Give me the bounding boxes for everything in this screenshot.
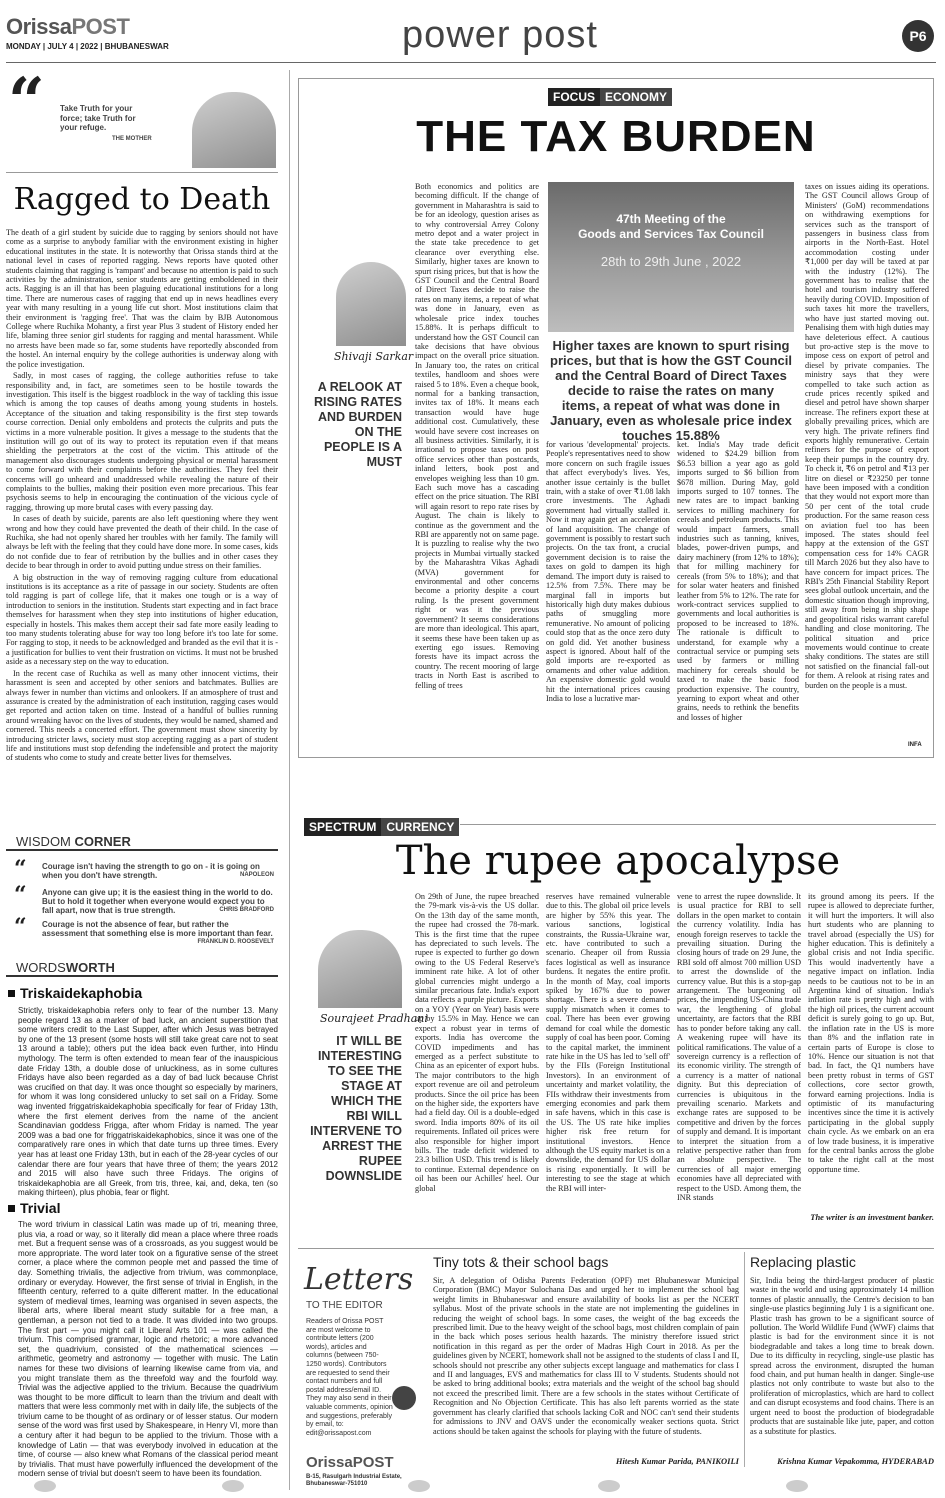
bullet-square-icon [8, 990, 15, 997]
logo-main: POST [71, 14, 130, 39]
footer-registration-mark [786, 1480, 808, 1492]
letter-1-text: Sir, A delegation of Odisha Parents Federation (OPF) met Bhubaneswar Municipal Corporation (BMC) Mayor Sulochana Das and urged her to implement the school bag weight limits in Bhubaneswar and ensure availability of books list as per the NCERT syllabus. Most of the private schools in the state are not implementing the guidelines in reducing the weight of school bags. In some cases, the weight of the bag exceeds the prescribed limit. Due to the heavy weight of the school bags, most children complain of pain in the back which poses serious health hazards. The ministry therefore issued strict notification in this regard as per the order of Madras High Court in 2018. As per the guidelines given by NCERT, homework shall not be assigned to the students of class I and II, schools should not prescribe any other subjects except language and mathematics for class I and II and languages, EVS and mathematics for class III to V students. Students should not be asked to bring additional books; extra materials and the weight of the school bag should not exceed the prescribed limit. There are a few schools in the states without Certificate of Recognition and No Objection Certificate. This has also left parents worried as the state government has clearly clarified that schools lacking CoR and NOC can't send their students for admissions to JNV and OAVS under the economically weaker sections quota. Strict actions should be taken against the schools for playing with the future of students. [433, 1276, 739, 1436]
editorial-paragraph: The death of a girl student by suicide due to ragging by seniors should not have come as a surprise to anybody familiar with the environment existing in higher educational institutes in the state. It is noteworthy that Orissa stands third at the national level in cases of reported ragging. News reports have quoted other students claiming that ragging is 'rampant' and because no attention is paid to such activities by the administration, senior students are getting emboldened in their acts. Ragging is an ill that has been plaguing educational institutions for a long time. There are numerous cases of ragging that end up in news headlines every year with many resulting in a young life cut short. Most institutions claim that their environment is 'ragging free'. That was the claim by BJB Autonomous College where Ruchika Mohanty, a first year Plus 3 student of History ended her life, blaming three senior girl students for ragging and mental harassment. While no arrests have been made so far, some students have reportedly absconded from the hostel. An internal enquiry by the college authorities is underway along with the police investigation. [6, 228, 278, 369]
wisdom-corner-header [6, 834, 278, 851]
tax-source: INFA [908, 742, 922, 748]
quote-icon: “ [14, 882, 27, 908]
letters-title: Letters [304, 1262, 414, 1297]
bullet-square-icon [8, 1205, 15, 1212]
wordsworth-header [6, 960, 278, 977]
quote-icon: “ [14, 856, 27, 882]
editorial-title: Ragged to Death [13, 182, 271, 217]
masthead-title: power post [402, 14, 598, 56]
tag-spectrum: SPECTRUM [304, 818, 381, 836]
email-icon [392, 1386, 416, 1410]
quote-text: Take Truth for your force; take Truth for your refuge. [60, 104, 136, 132]
column-divider [289, 70, 290, 1490]
editorial-rule [6, 172, 278, 173]
footer-registration-mark [598, 1480, 620, 1492]
wordsworth-entry-text: Strictly, triskaidekaphobia refers only to fear of the number 13. Many people regard 13 as a marker of bad luck, an ancient superstition that some writers credit to the Last Supper, after which Jesus was betrayed by one of the 13 present (some hosts will still take great care not to seat 13 around a table); others put the idea back even further, into Hindu mythology. The term is often extended to mean fear of the inauspicious date Friday 13th, a double dose of unluckiness, as in some cultures Fridays have also been regarded as a day of bad luck because Christ was crucified on that day. It was once thought so especially by mariners, for whom it was long considered unlucky to set sail on a Friday. Some wag invented friggatriskaidekaphobia specifically for fear of Friday 13th, where the first element derives from the name of the ancient Scandinavian goddess Frigga, after whom Friday is named. The year 2009 was a bad one for friggatriskaidekaphobics, since it was one of the comparatively rare ones in which that date turns up three times. Every year has at least one Friday 13th, but in each of the 28-year cycles of our calendar there are four years that have three of them; the years 2012 and 2015 will also have such three Fridays. The origins of triskaidekaphobia are all Greek, from tris, three, kai, and, deka, ten (so making thirteen), plus phobia, fear or flight. [18, 1006, 278, 1198]
logo-prefix: Orissa [6, 14, 72, 39]
letter-1-signature: Hitesh Kumar Parida, PANIKOILI [615, 1456, 739, 1466]
letters-subtitle: TO THE EDITOR [306, 1300, 383, 1311]
wisdom-quote-text: Courage isn't having the strength to go on - it is going on when you don't have strength. [42, 862, 260, 880]
letters-address: B-15, Rasulgarh Industrial Estate, Bhubaneswar-751010 [306, 1474, 402, 1487]
footer-registration-mark [222, 1480, 244, 1492]
rupee-headline: The rupee apocalypse [395, 838, 841, 884]
letters-logo: OrissaPOST [306, 1454, 394, 1471]
editorial-paragraph: A big obstruction in the way of removing ragging culture from educational institutions is its acceptance as a rite of passage in our society. Students are often told ragging is part of college life, that it makes one tough or is a way of introduction to seniors in the institution. Students start expecting and in fact brace themselves for harassment when they step into institutions of higher education, especially in hostels. This makes them accept their sad fate more easily leading to too many students tolerating abuse for way too long before it's too late for some. For ragging to stop, it needs to be acknowledged and branded as the evil that it is - a justification for bullies to vent their frustration on victims. It must not be brushed aside as a necessary step on the way to education. [6, 572, 278, 667]
tax-column-2: for various 'developmental' projects. People's representatives need to show more concern on such fragile issues that affect everybody's lives. Yes, another issue certainly is the bullet train, with a stake of over ₹1.08 lakh crore investments. The Aghadi government had virtually stalled it. Now it may again get an acceleration of land acquisition. The change of government is possibly to restart such projects. On the tax front, a crucial government decision is to raise the taxes on gold to dampen its high demand. The import duty is raised to 12.5% from 7.5%. There may be marginal fall in imports but historically high duty makes dubious paths of smuggling more remunerative. No amount of policing could stop that as the once zero duty on gold did. Yet another business aspect is ignored. About half of the gold imports are re-exported as ornaments and other value addition. An expensive domestic gold would hit the international prices causing India to lose a lucrative mar- [546, 440, 670, 703]
rupee-column-1: On 29th of June, the rupee breached the 79-mark vis-à-vis the US dollar. On the 13th day of the same month, the rupee had crossed the 78-mark. This is the first time that the rupee has depreciated to such levels. The rupee is expected to further go down owing to the US Federal Reserve's imminent rate hike. A lot of other global currencies might undergo a similar precarious fate. India's export data reflects a purple picture. Exports on a YOY (Year on Year) basis were up by 15.5% in May. Hence we can expect a robust year in terms of exports. India has overcome the COVID impediments and has emerged as a perfect substitute to China as an epicenter of export hubs. The major contributors to the high export revenue are oil and petroleum products. Since the oil price has been on the higher side, the exporters have had a field day. Oil is a double-edged sword. India imports 80% of its oil requirements. Inflated oil prices were also responsible for higher import bills. The trade deficit widened to 23.3 billion USD. This trend is likely to continue. External dependence on oil has been our Achilles' heel. Our global [415, 892, 539, 1193]
letter-2-title: Replacing plastic [750, 1254, 856, 1270]
wisdom-title-a: WISDOM [16, 834, 71, 849]
wisdom-quote-author: NAPOLEON [239, 872, 274, 878]
rupee-author: Sourajeet Pradhani [320, 1012, 428, 1025]
wordsworth-entry-title: Trivial [20, 1200, 61, 1216]
sourajeet-pradhani-photo [318, 930, 402, 1008]
editorial-body [6, 228, 278, 820]
rupee-endnote: The writer is an investment banker. [810, 1212, 934, 1222]
wisdom-quote [42, 862, 274, 880]
letter-2-text: Sir, India being the third-largest producer of plastic waste in the world and using approximately 14 million tonnes of plastic annually, the Centre's decision to ban single-use plastics beginning July 1 is a significant one. Plastic trash has grown to be a significant source of pollution. The World Wildlife Fund (WWF) claims that plastic is bad for the environment since it is not biodegradable and takes a long time to break down. Due to its difficulty in recycling, single-use plastic has spread across the environment, disrupted the human food chain, and put human health in danger. Single-use plastics not only contribute to waste but also to the proliferation of microplastics, which are hard to collect and can disrupt ecosystems and food chains. There is an urgent need to boost the production of biodegradable products that are sustainable like jute, paper, and cotton as a substitute for plastics. [750, 1276, 934, 1436]
the-mother-photo [192, 92, 276, 168]
wordsworth-title-a: WORDS [16, 960, 66, 975]
letter-2-signature: Krishna Kumar Vepakomma, HYDERABAD [777, 1456, 934, 1466]
rupee-column-4: its ground among its peers. If the rupee is allowed to depreciate further, it will hurt the importers. It will also hurt students who are planning to travel abroad (especially the US) for higher education. This is definitely a global crisis and not India specific. This would inadvertently have a negative impact on inflation. India needs to be cautious not to be in an Argentina kind of situation. India's inflation rate is pretty high and with the high oil prices, the current account deficit is surely going to go up. But, the inflation rate in the US is more than 8% and the inflation rate in certain parts of Europe is close to 10%. Hence our situation is not that bad. In fact, the Q1 numbers have been pretty robust in terms of GST collections, core sector growth, forward earning projections. India is optimistic of its manufacturing incentives since the time it is actively participating in the global supply chain cycle. As we embark on an era of low trade business, it is imperative for the central banks across the globe to take the right call at the most opportune time. [808, 892, 934, 1174]
dateline: MONDAY | JULY 4 | 2022 | BHUBANESWAR [6, 42, 169, 51]
rupee-column-2: reserves have remained vulnerable due to this. The global oil price levels are higher by 55% this year. The various sanctions, logistical constraints, the Russia-Ukraine war, etc. have contributed to such a scenario. Cheaper oil from Russia faces logistical as well as insurance burdens. It negates the entire profit. In the month of May, coal imports spiked by 167% due to power shortage. There is a severe demand-supply mismatch when it comes to coal. There has been ever growing demand for coal while the domestic supply of coal has been poor. Coming to the capital market, the imminent rate hike in the US has led to 'sell off' by the FIIs (Foreign Institutional Investors). In an environment of uncertainty and market volatility, the FIIs withdraw their investments from emerging economies and park them in safe havens, which in this case is the US. The US rate hike implies higher risk free return for institutional investors. Hence although the US equity market is on a downslide, the demand for US dollar is rising exponentially. It will be interesting to see the stage at which the RBI will inter- [546, 892, 670, 1193]
wisdom-quote-text: Anyone can give up; it is the easiest thing in the world to do. But to hold it together when everyone would expect you to fall apart, now that is true strength. [42, 888, 273, 915]
tax-photo-caption: Higher taxes are known to spurt rising prices, but that is how the GST Council and the Central Board of Direct Taxes decide to raise the rates on many items, a repeat of what was done in January, even as wholesale price index touches 15.88% [550, 338, 792, 443]
newspaper-logo [6, 14, 129, 40]
letters-rule [298, 1248, 934, 1249]
wordsworth-title-b: WORTH [65, 960, 115, 975]
header-rule [6, 62, 936, 63]
photo-banner-line-3: 28th to 29th June , 2022 [600, 254, 742, 269]
tax-column-1: Both economics and politics are becoming difficult. If the change of government in Maharashtra is said to be for an ideology, question arises as to why controversial Arrey Colony metro depot and a water project in the state take precedence to get clearance over everything else. Similarly, higher taxes are known to spurt rising prices, but that is how the GST Council and the Central Board of Direct Taxes decide to raise the rates on many items, a repeat of what was done in January, even as wholesale price index touches 15.88%. It is perhaps difficult to understand how the GST Council can take decisions that have obvious impact on the overall price situation. In January too, the rates on critical textiles, handloom and shoes were raised 5 to 18%. Even a cheque book, normal for a banking transaction, invites tax of 18%. It means each transaction would have huge additional cost. Cumulatively, these would have severe cost increases on all business activities. Similarly, it is irrational to propose taxes on post office services other than postcards, inland letters, book post and envelopes weighing less than 10 gm. Each such move has a cascading effect on the price situation. The RBI will again resort to repo rate rises by August. The chain is likely to continue as the government and the RBI are apparently not on same page. It is puzzling to realise why the two projects in Mumbai virtually stacked by the Maharashtra Vikas Aghadi (MVA) government for environmental and other concerns become a priority despite a court ruling. Is the present government right or was it the previous government? It seems considerations are more than ideological. This apart, it seems these have been taken up as exerting ego issues. Removing forests have its impact across the country. The recent mooring of large tracts in North East is ascribed to felling of trees [415, 182, 539, 690]
tax-headline: THE TAX BURDEN [416, 112, 816, 161]
letters-divider [744, 1252, 745, 1467]
wisdom-quote [42, 920, 274, 947]
wordsworth-entry-text: The word trivium in classical Latin was made up of tri, meaning three, plus via, a road or way, so it literally did mean a place where three roads met. But a frequent sense was of a crossroads, as you suggest would be more appropriate. The word later took on a figurative sense of the street corner, a place where the common people met and passed the time of day. Something trivialis, the adjective from trivium, was commonplace, ordinary or everyday. However, the first sense of trivial in English, in the fifteenth century, referred to a quite different matter. In the educational system of medieval times, learning was organised in seven aspects, the liberal arts, where liberal meant study suitable for a free man, a gentleman, a person not tied to a trade. It was divided into two groups. The first part — you might call it Liberal Arts 101 — was called the trivium. This comprised grammar, logic and rhetoric; a more advanced set, the quadrivium, consisted of the mathematical sciences — arithmetic, geometry and astronomy — together with music. The Latin names for these two divisions of learning likewise came from via, and you might translate them as the threefold way and the fourfold way. Trivial was the adjective applied to the trivium. Because the quadrivium was thought to be more difficult to learn than the trivium and dealt with matters that were less commonly met with in daily life, the subjects of the trivium came to be thought of as ordinary or of lesser status. Our modern sense of the word was first used by Shakespeare, in Henry VI, more than a century after it had begun to be applied to the trivium. Those with a knowledge of Latin — that was everybody involved in education at the time, of course — also knew what Romans of the classical period meant by trivialis. That must have powerfully influenced the development of the modern sense of trivial but doesn't seem to have been its foundation. [18, 1220, 278, 1479]
rupee-section-tag [304, 816, 459, 836]
footer-registration-mark [408, 1480, 430, 1492]
tag-economy: ECONOMY [600, 88, 672, 106]
editorial-paragraph: In the recent case of Ruchika as well as many other innocent victims, their harassment is seen and accepted by other seniors and batchmates. Bullies are always fewer in number than victims and onlookers. If an atmosphere of trust and assurance is created by the administration of each institution, ragging cases would get reported and action taken on time. Instead of a handful of bullies running around wreaking havoc on the lives of students, they would be named, shamed and cornered. This needs a concerted effort. The government must show sincerity by introducing stricter laws, society must stop accepting ragging as a part of student life and institutions must stop defending the indefensible and protect the majority of students who come to study and create better lives for themselves. [6, 668, 278, 763]
rupee-rule [460, 824, 936, 825]
letters-info: Readers of Orissa POST are most welcome to contribute letters (200 words), articles and columns (between 750-1250 words). Contributors are requested to send their contact numbers and full postal address/email ID. They may also send in their valuable comments, opinion and suggestions, preferably by email, to: edit@orissapost.com [306, 1318, 393, 1437]
wordsworth-entry-title: Triskaidekaphobia [20, 985, 143, 1001]
wisdom-quote [42, 888, 274, 915]
footer-registration-mark [34, 1480, 56, 1492]
letter-1-title: Tiny tots & their school bags [433, 1254, 609, 1270]
editorial-paragraph: In cases of death by suicide, parents are also left questioning where they went wrong and how they could have prevented the death of their child. In the case of Ruchika, she had not openly shared her troubles with her family. The family will always be left with the feeling that they could have done more. In some cases, kids do not confide due to fear of retribution by the bullies and in other cases they decide to bear through in order to avoid putting undue stress on their families. [6, 514, 278, 571]
tax-column-3: ket. India's May trade deficit widened to $24.29 billion from $6.53 billion a year ago as gold imports surged to $6 billion from $678 million. During May, gold imports surged to 107 tonnes. The new rates are to impact banking services to milling machinery for cereals and petroleum products. This would impact farmers, small industries such as tanning, knives, blades, power-driven pumps, and dairy machinery (from 12% to 18%); that for milling machinery for cereals (from 5% to 18%); and that for solar water heaters and finished leather from 5% to 12%. The rate for work-contract services supplied to governments and local authorities is proposed to be increased to 18%. The rationale is difficult to understand, for example why a contractual service or pumping sets used by farmers or milling machinery for cereals should be taxed to make the basic food production expensive. The country, yearning to export wheat and other grains, needs to rethink the benefits and losses of higher [677, 440, 799, 722]
page-number-badge: P6 [902, 20, 934, 52]
tax-article-frame [298, 78, 934, 758]
rupee-column-3: vene to arrest the rupee downslide. It is usual practice for RBI to sell dollars in the open market to contain the currency volatility. India has enough foreign reserves to tackle the prevailing situation. During the closing hours of trade on 29 June, the RBI sold off almost 700 million USD to arrest the downslide of the currency value. But this is a stop-gap arrangement. The burgeoning oil prices, the impending US-China trade war, the lengthening of global uncertainty, are factors that the RBI has to ponder before taking any call. A weakening rupee will have its political ramifications. The value of a sovereign currency is a reflection of its economic virility. The strength of a currency is a matter of national dignity. But this depreciation of currencies is ubiquitous in the prevailing scenario. Markets and exchange rates are supposed to be competitive and driven by the forces of supply and demand. It is important to interpret the situation from a relative perspective rather than from an absolute perspective. The currencies of all major emerging economies have all depreciated with respect to the USD. Among them, the INR stands [677, 892, 801, 1202]
photo-banner-line-2: Goods and Services Tax Council [578, 227, 764, 241]
editorial-paragraph: Sadly, in most cases of ragging, the college authorities refuse to take responsibility and, in fact, are sometimes seen to be hostile towards the investigation. This itself is the biggest roadblock in the way of tackling this issue which is among the top causes of deaths among young students in hostels. Acceptance of the situation and taking responsibility is the first step towards course correction. Denial only emboldens and protects the culprits and puts the victims in a more vulnerable position. It gives a message to the students that the institution will go out of its way to protect its reputation even if that means shielding the perpetrators at the cost of the victim. This attitude of the management also discourages students undergoing physical or mental harassment to come forward with their complaints before the authorities. They feel their concerns will go unheard and unaddressed while revealing the nature of their complaints to the bullies, making their position even more precarious. This fear psychosis seems to help in encouraging the continuation of the vicious cycle of ragging, throwing up more brutal cases with every passing day. [6, 371, 278, 512]
tax-column-4: taxes on issues aiding its operations. The GST Council allows Group of Ministers' (GoM) recommendations on withdrawing exemptions for services such as the transport of passengers in business class from airports in the North-East. Hotel accommodation costing under ₹1,000 per day will be taxed at par with the industry (12%). The government has to realise that the hotel and tourism industry suffered heavily during COVID. Imposition of such taxes hit more the travellers, who have just started moving out. Penalising them with high duties may have deleterious effect. A cautious but pro-active step is the move to impose cess on export of petrol and diesel by private companies. The ministry says that they were compelled to take such action as crude prices recently spiked and diesel and petrol have shown sharper increase. The refiners export these at globally prevailing prices, which are very high. The private refiners find exports highly remunerative. Certain refiners for the purpose of export keep their pumps in the country dry. To check it, ₹6 on petrol and ₹13 per litre on diesel or ₹23250 per tonne have been imposed with a condition that they would not export more than 50 per cent of the total crude production. For the same reason cess on aviation fuel too has been imposed. The states should feel happy at the extension of the GST compensation cess for 14% CAGR till March 2026 but they also have to have concern for impact prices. The RBI's 25th Financial Stability Report sees global outlook uncertain, and the domestic situation though improving, still away from being in ship shape and geopolitical risks warrant careful handling and close monitoring. The political situation and price movements would continue to create shaky conditions. The states are still not satisfied on the financial fall-out for them. A relook at rising rates and burden on the people is a must. [805, 182, 929, 690]
tag-focus: FOCUS [548, 88, 600, 106]
quote-attribution: THE MOTHER [112, 136, 152, 142]
wisdom-title-b: CORNER [74, 834, 131, 849]
tag-currency: CURRENCY [381, 818, 459, 836]
photo-banner-line-1: 47th Meeting of the [616, 212, 726, 226]
wisdom-quote-author: CHRIS BRADFORD [219, 907, 274, 913]
wisdom-quote-text: Courage is not the absence of fear, but rather the assessment that something else is more important than fear. [42, 920, 273, 938]
wisdom-quote-author: FRANKLIN D. ROOSEVELT [197, 939, 274, 945]
quote-icon: “ [14, 914, 27, 940]
rupee-pullquote: IT WILL BE INTERESTING TO SEE THE STAGE AT WHICH THE RBI WILL INTERVENE TO ARREST THE RUPEE DOWNSLIDE [310, 1034, 402, 1183]
tax-pullquote: A RELOOK AT RISING RATES AND BURDEN ON THE PEOPLE IS A MUST [314, 380, 402, 469]
tax-author: Shivaji Sarkar [334, 350, 414, 363]
quote-icon: “ [8, 64, 45, 139]
